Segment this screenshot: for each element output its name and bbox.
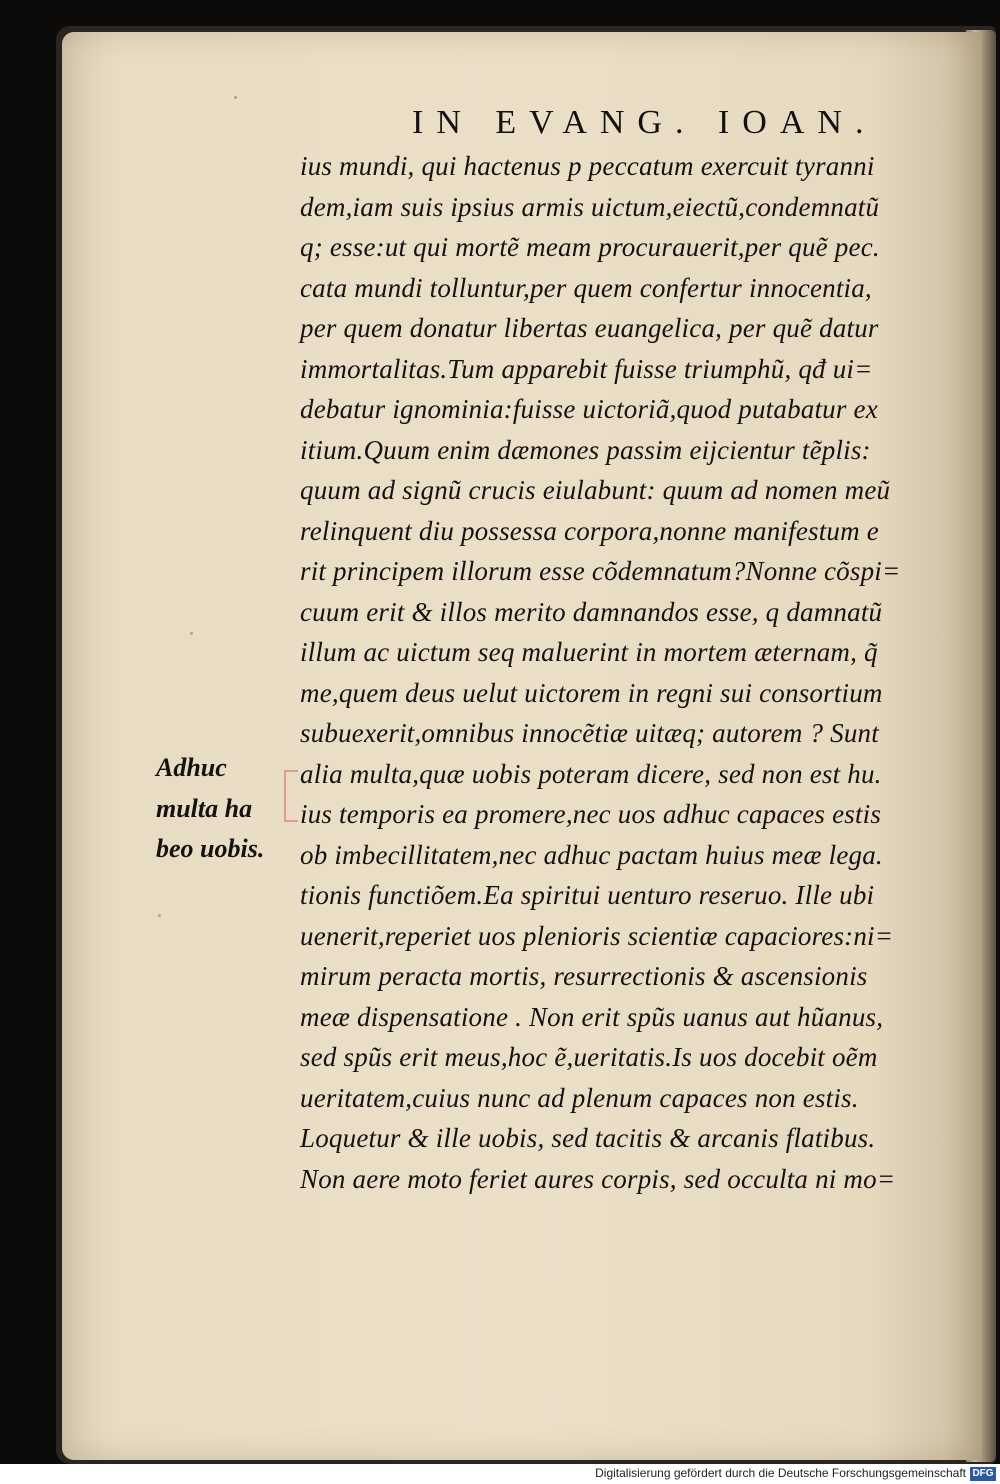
text-line: cuum erit & illos merito damnandos esse, q damnatũ <box>300 596 883 627</box>
text-line: itium.Quum enim dæmones passim eijcientur tẽplis: <box>300 434 871 465</box>
marginal-note <box>156 748 296 870</box>
text-line: immortalitas.Tum apparebit fuisse triumphũ, qđ ui= <box>300 353 873 384</box>
text-line: sed spũs erit meus,hoc ẽ,ueritatis.Is uos docebit oẽm <box>300 1042 878 1072</box>
text-line: me,quem deus uelut uictorem in regni sui consortium <box>300 677 883 708</box>
text-line: ob imbecillitatem,nec adhuc pactam huius meæ lega. <box>300 839 883 870</box>
body-text <box>300 146 960 1199</box>
paper-speck <box>234 96 237 99</box>
footer-bar <box>0 1464 1000 1484</box>
text-line: Loquetur & ille uobis, sed tacitis & arcanis flatibus. <box>300 1123 876 1153</box>
text-line: ius temporis ea promere,nec uos adhuc capaces estis <box>300 799 882 829</box>
paper-speck <box>158 914 161 917</box>
text-line: quum ad signũ crucis eiulabunt: quum ad nomen meũ <box>300 475 891 505</box>
dfg-logo[interactable]: DFG <box>970 1467 996 1481</box>
marginal-note-line: Adhuc <box>156 753 227 782</box>
running-head: IN EVANG. IOAN. <box>412 104 877 141</box>
text-line: subuexerit,omnibus innocẽtiæ uitæq; autorem ? Sunt <box>300 718 879 748</box>
text-line: meæ dispensatione . Non erit spũs uanus aut hũanus, <box>300 1001 884 1032</box>
text-line: tionis functiõem.Ea spiritui uenturo reseruo. Ille ubi <box>300 880 875 910</box>
text-line: Non aere moto feriet aures corpis, sed occulta ni mo= <box>300 1163 896 1194</box>
text-line: per quem donatur libertas euangelica, per quẽ datur <box>300 313 879 343</box>
text-line: q; esse:ut qui mortẽ meam procurauerit,per quẽ pec. <box>300 232 880 262</box>
text-line: ius mundi, qui hactenus p peccatum exercuit tyranni <box>300 151 875 181</box>
text-line: alia multa,quæ uobis poteram dicere, sed non est hu. <box>300 758 882 789</box>
marginal-note-line: multa ha <box>156 793 253 823</box>
paper-speck <box>190 632 193 635</box>
text-line: illum ac uictum seq maluerint in mortem æternam, q̃ <box>300 637 878 667</box>
text-line: cata mundi tolluntur,per quem confertur innocentia, <box>300 272 872 303</box>
marginal-note-line: beo uobis. <box>156 834 265 863</box>
text-line: debatur ignominia:fuisse uictoriã,quod putabatur ex <box>300 394 878 424</box>
text-line: relinquent diu possessa corpora,nonne manifestum e <box>300 515 879 546</box>
text-line: ueritatem,cuius nunc ad plenum capaces non estis. <box>300 1082 859 1113</box>
text-line: rit principem illorum esse cõdemnatum?Nonne cõspi= <box>300 556 901 586</box>
text-line: dem,iam suis ipsius armis uictum,eiectũ,condemnatũ <box>300 191 880 222</box>
funding-notice: Digitalisierung gefördert durch die Deutsche Forschungsgemeinschaft <box>595 1466 966 1480</box>
text-line: uenerit,reperiet uos plenioris scientiæ capaciores:ni= <box>300 920 894 951</box>
text-line: mirum peracta mortis, resurrectionis & ascensionis <box>300 961 868 991</box>
